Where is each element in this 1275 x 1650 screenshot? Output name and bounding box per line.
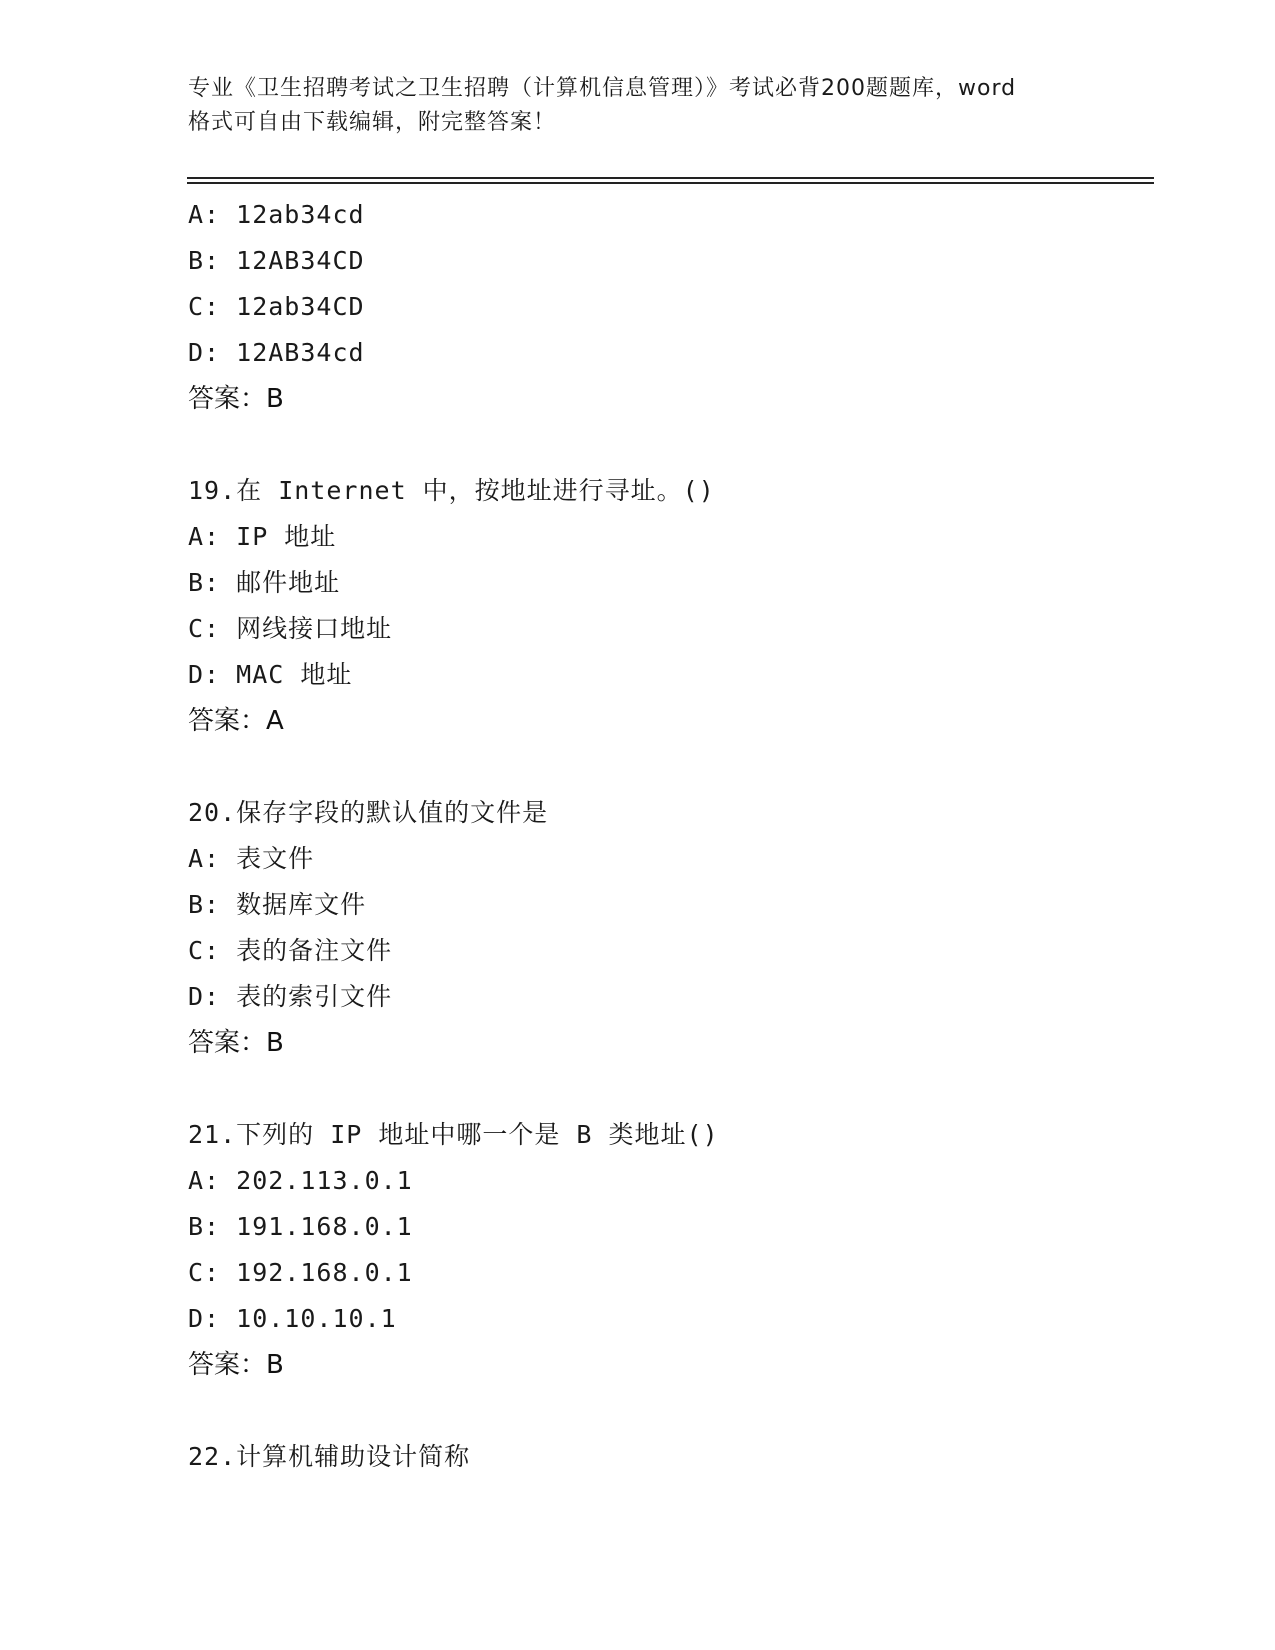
question-block	[188, 1112, 1148, 1388]
option-b: B: 191.168.0.1	[188, 1212, 413, 1241]
option-a: A: 表文件	[188, 844, 315, 873]
option-c: C: 表的备注文件	[188, 936, 393, 965]
question-list	[188, 192, 1148, 1480]
header-title-line-1: 专业《卫生招聘考试之卫生招聘（计算机信息管理）》考试必背200题题库，word	[188, 76, 1017, 101]
question-text: 20.保存字段的默认值的文件是	[188, 798, 549, 827]
spacer	[188, 1388, 1148, 1434]
answer-line: 答案：B	[188, 384, 284, 414]
option-c: C: 12ab34CD	[188, 292, 365, 321]
question-block	[188, 192, 1148, 422]
question-text: 21.下列的 IP 地址中哪一个是 B 类地址()	[188, 1120, 719, 1149]
spacer	[188, 744, 1148, 790]
option-c: C: 192.168.0.1	[188, 1258, 413, 1287]
option-c: C: 网线接口地址	[188, 614, 393, 643]
question-block	[188, 1434, 1148, 1480]
header-title-line-2: 格式可自由下载编辑，附完整答案！	[188, 110, 557, 135]
option-a: A: 202.113.0.1	[188, 1166, 413, 1195]
header-divider-top	[187, 177, 1154, 179]
option-d: D: 表的索引文件	[188, 982, 393, 1011]
question-block	[188, 790, 1148, 1066]
option-d: D: 12AB34cd	[188, 338, 365, 367]
option-a: A: 12ab34cd	[188, 200, 365, 229]
option-b: B: 数据库文件	[188, 890, 367, 919]
answer-line: 答案：A	[188, 706, 284, 736]
answer-line: 答案：B	[188, 1350, 284, 1380]
question-text: 19.在 Internet 中，按地址进行寻址。()	[188, 476, 715, 505]
spacer	[188, 1066, 1148, 1112]
option-d: D: MAC 地址	[188, 660, 353, 689]
document-header	[188, 72, 1088, 140]
option-b: B: 邮件地址	[188, 568, 341, 597]
option-b: B: 12AB34CD	[188, 246, 365, 275]
option-a: A: IP 地址	[188, 522, 337, 551]
question-block	[188, 468, 1148, 744]
answer-line: 答案：B	[188, 1028, 284, 1058]
spacer	[188, 422, 1148, 468]
header-divider-bottom	[187, 182, 1154, 184]
option-d: D: 10.10.10.1	[188, 1304, 397, 1333]
question-text: 22.计算机辅助设计简称	[188, 1442, 471, 1471]
